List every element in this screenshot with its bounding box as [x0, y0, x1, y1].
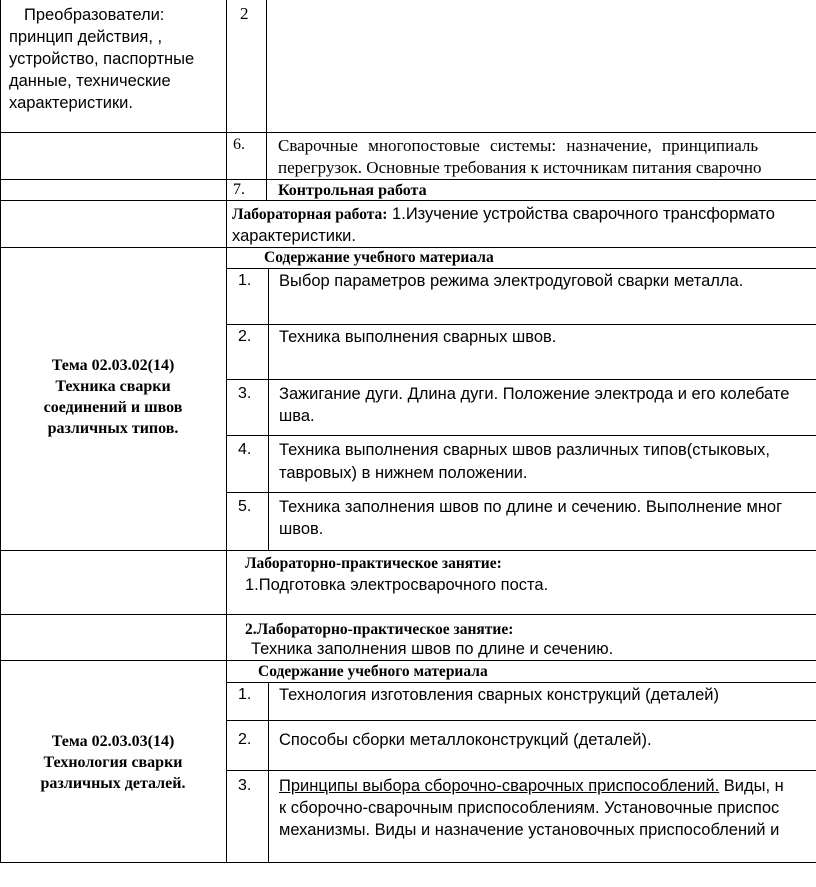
topic2-item-number: 4.	[238, 441, 252, 458]
grid-line	[0, 614, 816, 615]
topic2-item-number: 5.	[238, 498, 252, 515]
grid-line	[226, 492, 816, 493]
grid-line	[266, 0, 267, 200]
lab-line2: характеристики.	[232, 227, 356, 245]
grid-line	[268, 682, 269, 862]
topic2-title-line: соединений и швов	[43, 399, 183, 416]
topic3-title-line: различных деталей.	[40, 775, 186, 792]
topic2-item-text: Техника выполнения сварных швов различных типов(стыковых,	[279, 441, 771, 459]
topic3-title	[0, 731, 226, 794]
topic3-item-text: Способы сборки металлоконструкций (деталей).	[279, 731, 652, 749]
topic2-content-header: Содержание учебного материала	[264, 249, 494, 266]
topic3-item-rest: Виды, н	[719, 777, 784, 795]
topic2-item-text: тавровых) в нижнем положении.	[279, 464, 528, 482]
topic3-title-line: Технология сварки	[43, 754, 183, 771]
grid-line	[226, 324, 816, 325]
topic2-item-text: швов.	[279, 520, 324, 538]
grid-line	[226, 720, 816, 721]
lab-text: 1.Изучение устройства сварочного трансформато	[387, 205, 775, 223]
item6-number: 6.	[233, 136, 245, 153]
grid-line	[226, 0, 227, 862]
grid-line	[226, 770, 816, 771]
item6-line2: перегрузок. Основные требования к источникам питания сварочно	[278, 158, 762, 177]
practice2-label: 2.Лабораторно-практическое занятие:	[245, 621, 514, 638]
grid-line	[226, 682, 816, 683]
grid-line	[0, 862, 816, 863]
intro-topic-line: характеристики.	[9, 94, 133, 112]
lab-label: Лабораторная работа:	[232, 206, 388, 223]
topic2-title	[0, 355, 226, 439]
grid-line	[0, 132, 816, 133]
topic3-title-line: Тема 02.03.03(14)	[51, 733, 175, 750]
lab-line1	[232, 204, 775, 225]
topic2-item-text: Выбор параметров режима электродуговой сварки металла.	[279, 272, 744, 290]
topic2-title-line: различных типов.	[47, 420, 179, 437]
grid-line	[268, 268, 269, 550]
grid-line	[226, 379, 816, 380]
topic3-item-number: 2.	[238, 731, 252, 748]
topic3-item-text	[279, 776, 784, 797]
topic2-item-text: Техника заполнения швов по длине и сечению. Выполнение мног	[279, 498, 783, 516]
topic2-title-line: Тема 02.03.02(14)	[51, 357, 175, 374]
practice2-text: Техника заполнения швов по длине и сечению.	[251, 640, 614, 658]
topic3-item-number: 3.	[238, 777, 252, 794]
practice1-label: Лабораторно-практическое занятие:	[245, 555, 502, 572]
intro-topic-line: данные, технические	[9, 72, 171, 90]
practice1-text: 1.Подготовка электросварочного поста.	[245, 576, 549, 594]
topic3-item-text: механизмы. Виды и назначение установочных приспособлений и	[279, 821, 780, 839]
topic2-item-number: 1.	[238, 272, 252, 289]
topic3-item-text: к сборочно-сварочным приспособлениям. Установочные приспос	[279, 799, 780, 817]
intro-hours: 2	[240, 4, 249, 23]
topic3-item-number: 1.	[238, 686, 252, 703]
topic2-item-text: Зажигание дуги. Длина дуги. Положение электрода и его колебате	[279, 385, 790, 403]
item7-number: 7.	[233, 181, 245, 198]
intro-topic-line: принцип действия, ,	[9, 28, 163, 46]
topic2-item-text: шва.	[279, 407, 315, 425]
item7-text: Контрольная работа	[278, 182, 427, 199]
topic3-item-underlined: Принципы выбора сборочно-сварочных приспособлений.	[279, 777, 720, 795]
grid-line	[0, 550, 816, 551]
topic3-content-header: Содержание учебного материала	[258, 663, 488, 680]
topic2-item-number: 2.	[238, 328, 252, 345]
topic2-item-number: 3.	[238, 385, 252, 402]
topic3-item-text: Технология изготовления сварных конструкций (деталей)	[279, 686, 719, 704]
intro-topic-line: Преобразователи:	[24, 6, 165, 24]
grid-line	[226, 268, 816, 269]
item6-line1: Сварочные многопостовые системы: назначение, принципиаль	[278, 136, 759, 155]
grid-line	[226, 435, 816, 436]
topic2-item-text: Техника выполнения сварных швов.	[279, 328, 557, 346]
intro-topic-line: устройство, паспортные	[9, 50, 195, 68]
topic2-title-line: Техника сварки	[55, 378, 171, 395]
